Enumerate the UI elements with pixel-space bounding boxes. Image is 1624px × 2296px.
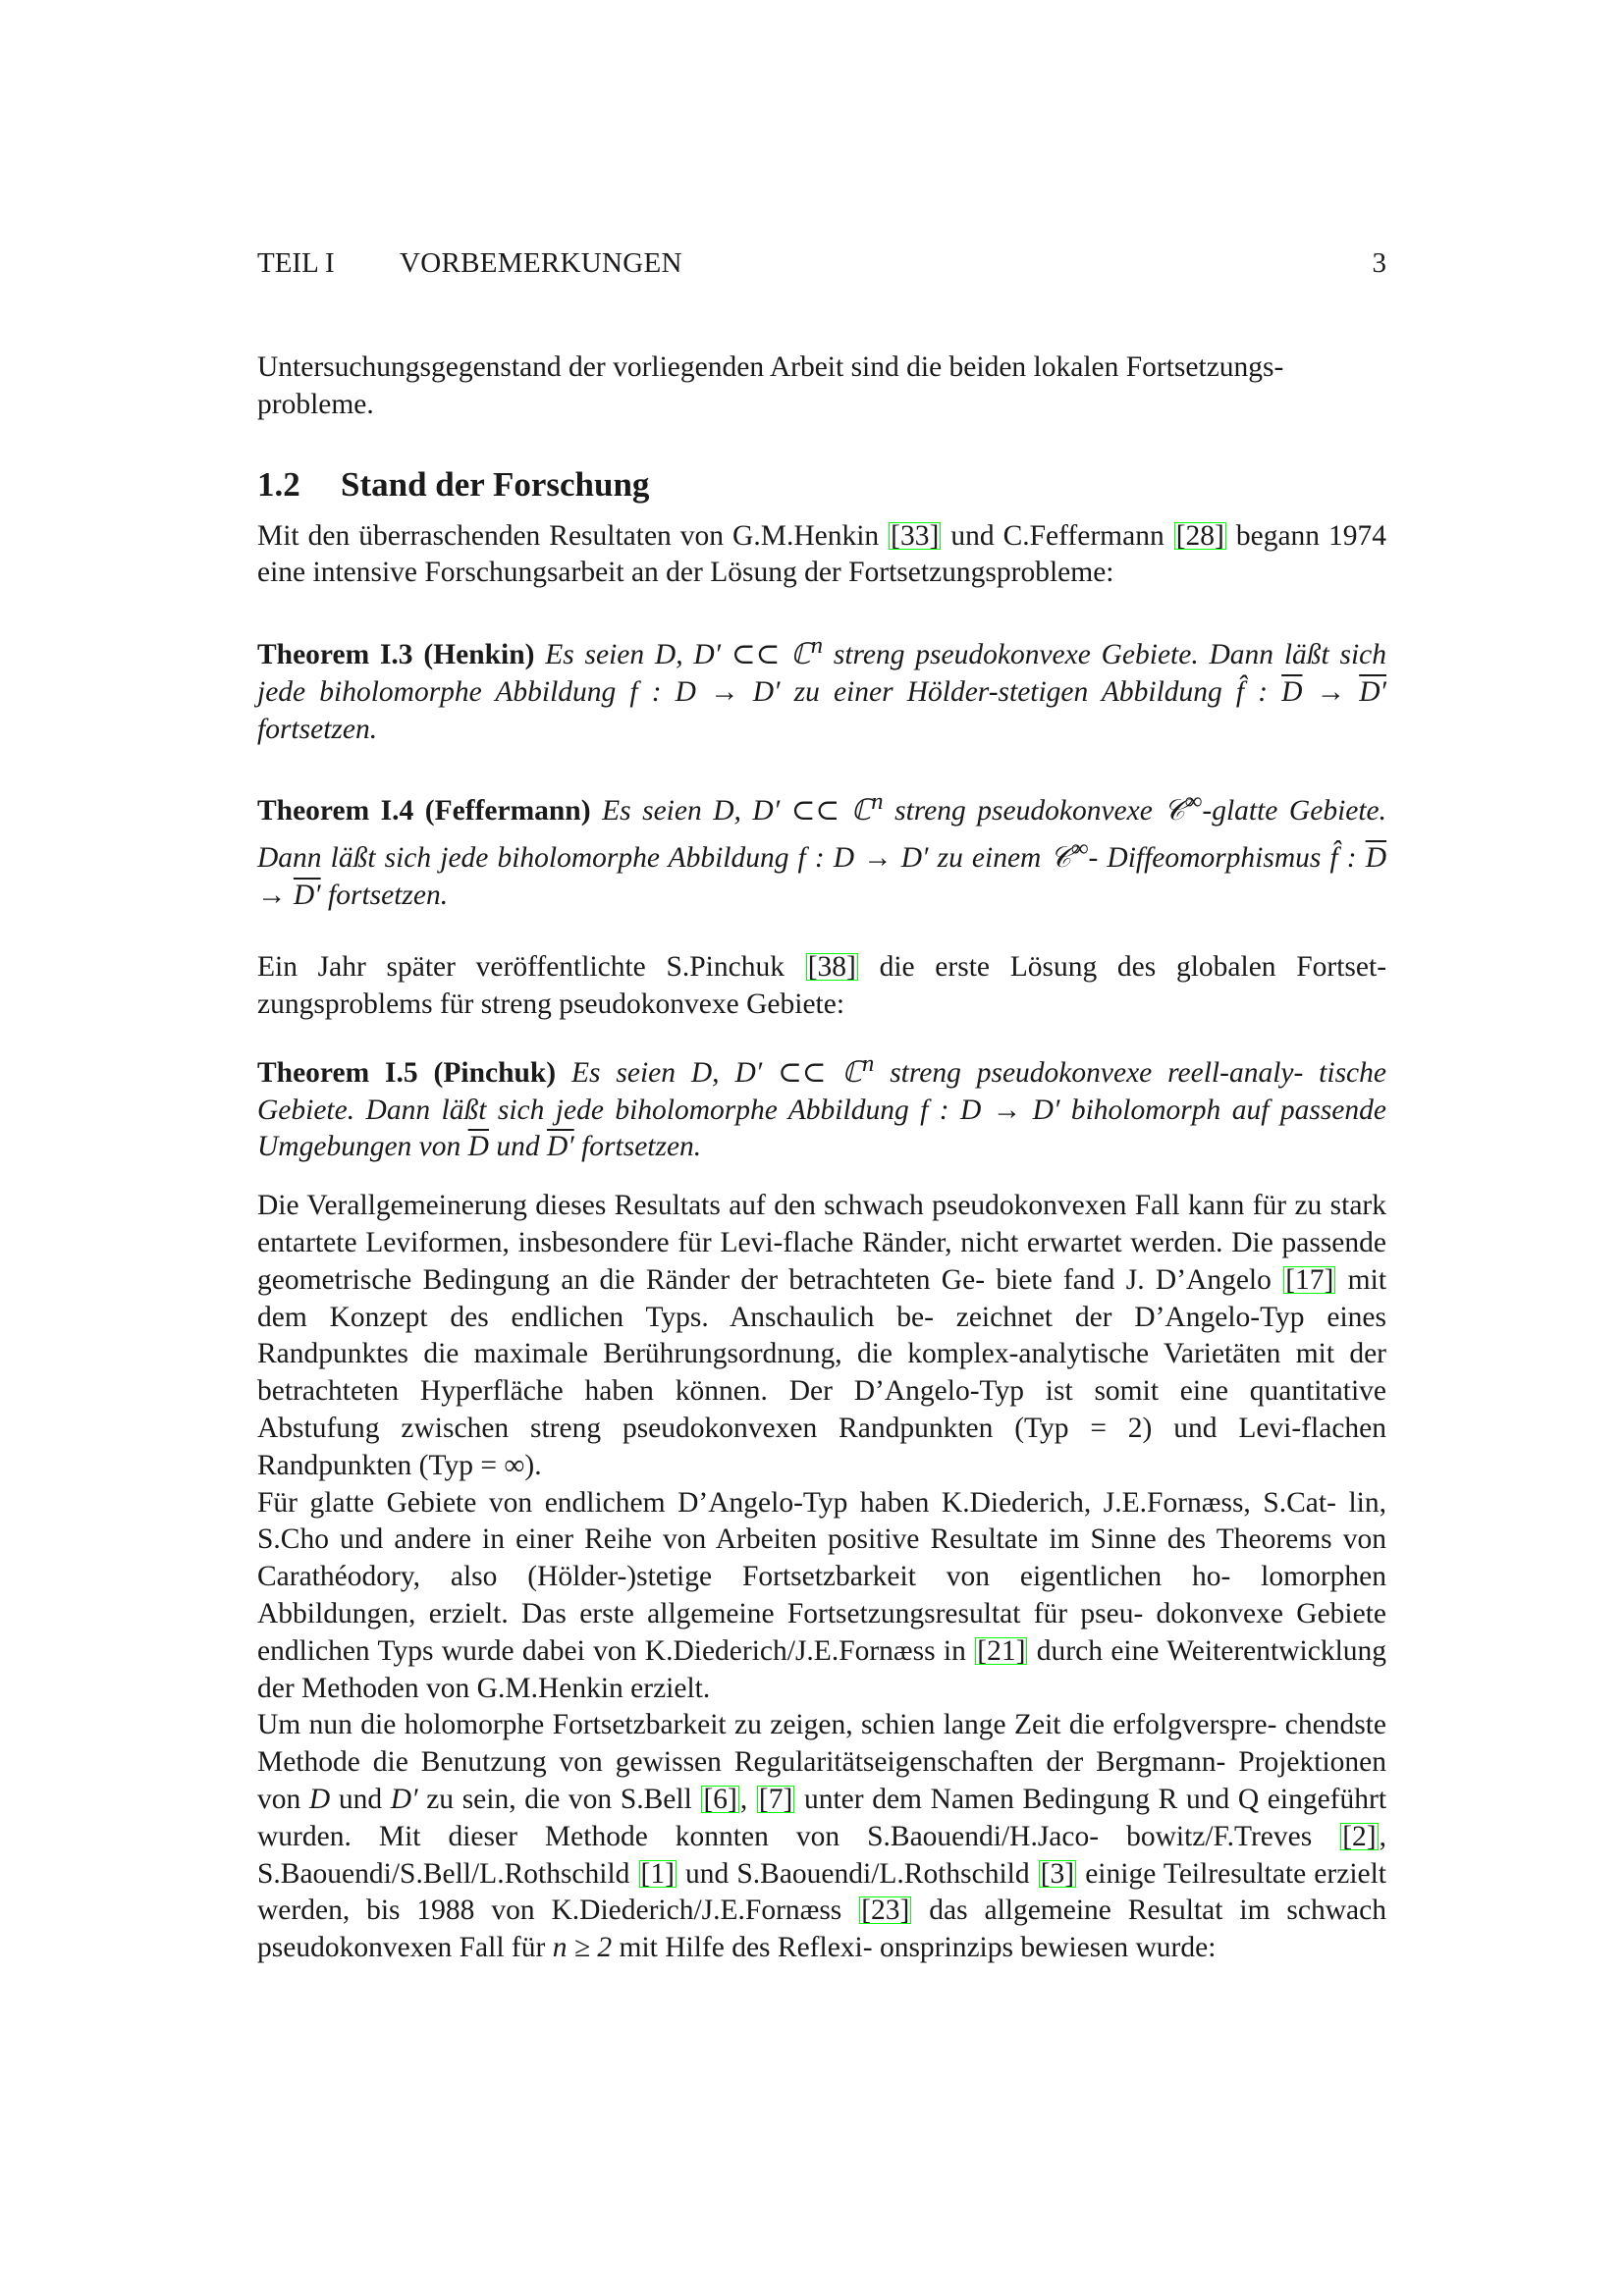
page-number: 3	[1372, 247, 1386, 279]
citation-link[interactable]: [7]	[758, 1784, 793, 1816]
paragraph-pinchuk: Ein Jahr später veröffentlichte S.Pinchuk [38] die erste Lösung des globalen Fortset- zungsproblems für streng pseudokonvexe Gebiete:	[257, 951, 1387, 1021]
theorem-henkin: Theorem I.3 (Henkin) Es seien D, D′ ⊂⊂ ℂ$^n$ streng pseudokonvexe Gebiete. Dann läßt sich jede biholomorphe Abbildung f : D → D′ zu einer Hölder-stetigen Abbildung f̂ : $\overline{D} \to D'$ fortsetzen.	[257, 632, 1387, 745]
intro-continuation-paragraph: Untersuchungsgegenstand der vorliegenden Arbeit sind die beiden lokalen Fortsetzungs- probleme.	[257, 351, 1284, 420]
citation-link[interactable]: [1]	[640, 1857, 675, 1890]
section-title: Stand der Forschung	[341, 464, 650, 504]
citation-link[interactable]: [38]	[807, 951, 856, 984]
citation-link[interactable]: [6]	[703, 1784, 737, 1816]
section-number: 1.2	[257, 464, 300, 504]
page-body	[257, 349, 1386, 1967]
paragraph-finite-type: Für glatte Gebiete von endlichem D’Angelo-Typ haben K.Diederich, J.E.Fornæss, S.Cat- lin, S.Cho und andere in einer Reihe von Arbeiten positive Resultate im Sinne des Theorems von Carathéodory, also (Hölder-)stetige Fortsetzbarkeit von eigentlichen ho- lomorphen Abbildungen, erzielt. Das erste allgemeine Fortsetzungsresultat für pseu- dokonvexe Gebiete endlichen Typs wurde dabei von K.Diederich/J.E.Fornæss in [21] durch eine Weiterentwicklung der Methoden von G.M.Henkin erzielt.	[257, 1486, 1387, 1704]
paragraph-henkin-feffermann: Mit den überraschenden Resultaten von G.M.Henkin [33] und C.Feffermann [28] begann 1974 eine intensive Forschungsarbeit an der Lösung der Fortsetzungsprobleme:	[257, 519, 1387, 589]
header-part: TEIL I	[257, 247, 335, 279]
theorem-pinchuk: Theorem I.5 (Pinchuk) Es seien D, D′ ⊂⊂ ℂ$^n$ streng pseudokonvexe reell-analy- tische Gebiete. Dann läßt sich jede biholomorphe Abbildung f : D → D′ biholomorph auf passende Umgebungen von $\overline{D}$ und D′ fortsetzen.	[257, 1050, 1386, 1163]
header-chapter: VORBEMERKUNGEN	[400, 247, 682, 279]
citation-link[interactable]: [33]	[891, 519, 940, 552]
citation-link[interactable]: [17]	[1285, 1263, 1334, 1296]
theorem-title: Theorem I.3 (Henkin)	[257, 639, 535, 671]
section-heading	[257, 463, 1386, 507]
theorem-title: Theorem I.4 (Feffermann)	[257, 795, 591, 828]
paragraph-bergmann: Um nun die holomorphe Fortsetzbarkeit zu zeigen, schien lange Zeit die erfolgverspre- chendste Methode die Benutzung von gewissen Regularitätseigenschaften der Bergmann- Projektionen von D und D′ zu sein, die von S.Bell [6] , [7] unter dem Namen Bedingung R und Q eingeführt wurden. Mit dieser Methode konnten von S.Baouendi/H.Jaco- bowitz/F.Treves [2] , S.Baouendi/S.Bell/L.Rothschild [1] und S.Baouendi/L.Rothschild [3] einige Teilresultate erzielt werden, bis 1988 von K.Diederich/J.E.Fornæss [23] das allgemeine Resultat im schwach pseudokonvexen Fall für n ≥ 2 mit Hilfe des Reflexi- onsprinzips bewiesen wurde:	[257, 1709, 1387, 1964]
citation-link[interactable]: [2]	[1342, 1820, 1377, 1852]
citation-link[interactable]: [21]	[977, 1634, 1026, 1667]
theorem-feffermann: Theorem I.4 (Feffermann) Es seien D, D′ ⊂⊂ ℂ$^n$ streng pseudokonvexe 𝒞∞-glatte Gebiete. Dann läßt sich jede biholomorphe Abbildung f : D → D′ zu einem 𝒞∞- Diffeomorphismus f̂ : $\overline{D} \to D'$ fortsetzen.	[257, 788, 1387, 911]
citation-link[interactable]: [23]	[861, 1895, 910, 1927]
theorem-title: Theorem I.5 (Pinchuk)	[257, 1056, 557, 1089]
citation-link[interactable]: [3]	[1040, 1857, 1075, 1890]
paragraph-dangelo: Die Verallgemeinerung dieses Resultats auf den schwach pseudokonvexen Fall kann für zu stark entartete Leviformen, insbesondere für Levi-flache Ränder, nicht erwartet werden. Die passende geometrische Bedingung an die Ränder der betrachteten Ge- biete fand J. D’Angelo [17] mit dem Konzept des endlichen Typs. Anschaulich be- zeichnet der D’Angelo-Typ eines Randpunktes die maximale Berührungsordnung, die komplex-analytische Varietäten mit der betrachteten Hyperfläche haben können. Der D’Angelo-Typ ist somit eine quantitative Abstufung zwischen streng pseudokonvexen Randpunkten (Typ = 2) und Levi-flachen Randpunkten (Typ = ∞).	[257, 1190, 1387, 1481]
citation-link[interactable]: [28]	[1175, 519, 1224, 552]
